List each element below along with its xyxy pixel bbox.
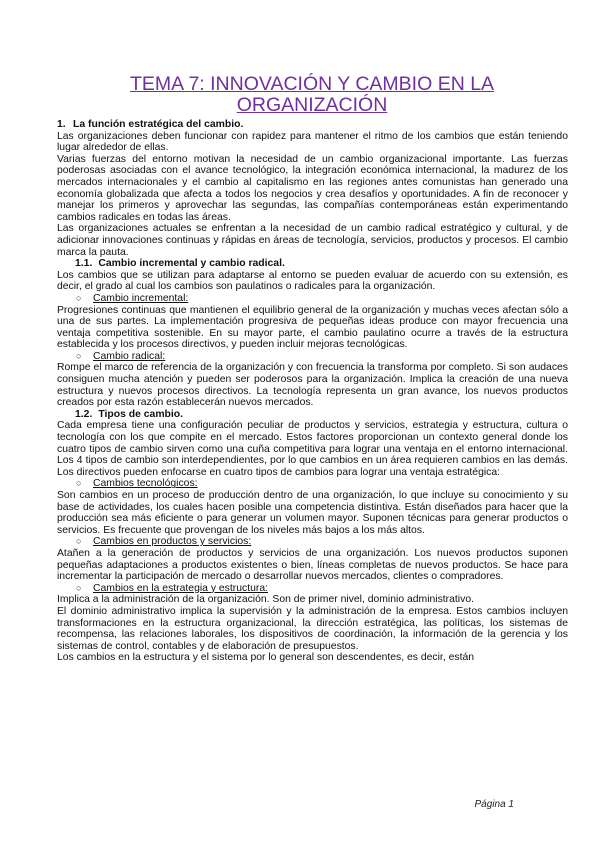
bullet-heading (57, 583, 568, 595)
bullet-heading (57, 536, 568, 548)
bullet-label: Cambios en la estrategia y estructura: (93, 582, 268, 594)
bullet-heading (57, 293, 568, 305)
paragraph: Las organizaciones deben funcionar con rapidez para mantener el ritmo de los cambios que están teniendo lugar alrededor de ellas. (57, 130, 568, 154)
page-number: Página 1 (474, 799, 514, 810)
subsection-heading (57, 258, 568, 270)
bullet-heading (57, 478, 568, 490)
paragraph: El dominio administrativo implica la supervisión y la administración de la empresa. Estos cambios incluyen transformaciones en la estructura organizacional, la dirección estratégica, las políticas, los sistemas de recompensa, las relaciones laborales, los dispositivos de coordinación, la información de la gerencia y los sistemas de control, contables y de elaboración de presupuestos. (57, 605, 568, 652)
bullet-label: Cambio incremental: (93, 292, 189, 304)
paragraph: Rompe el marco de referencia de la organización y con frecuencia la transforma por completo. Si son audaces consiguen mucha atención y pueden ser poderosos para la organización. Implica la creación de una nueva estructura y nuevos procesos directivos. La tecnología representa un gran avance, los nuevos productos creados por esta razón establecerán nuevos mercados. (57, 362, 568, 409)
subsection-title: Cambio incremental y cambio radical. (98, 258, 285, 270)
subsection-number: 1.1. (75, 258, 93, 270)
paragraph: Implica a la administración de la organización. Son de primer nivel, dominio administrativo. (57, 594, 474, 606)
subsection-number: 1.2. (75, 408, 93, 420)
bullet-label: Cambios en productos y servicios: (93, 536, 252, 548)
circle-bullet-icon: ○ (76, 350, 82, 361)
section-heading (57, 119, 568, 131)
section-title: La función estratégica del cambio. (73, 119, 244, 130)
bullet-label: Cambio radical: (93, 350, 166, 362)
paragraph: Varias fuerzas del entorno motivan la necesidad de un cambio organizacional importante. Las fuerzas poderosas asociadas con el avance tecnológico, la integración económica internacional, la madurez de los mercados internacionales y el cambio al capitalismo en las regiones antes comunistas han generado una economía globalizada que afecta a todos los negocios y crea desafíos y oportunidades. A fin de reconocer y manejar los primeros y aprovechar las segundas, las compañías contemporáneas están experimentando cambios radicales en todas las áreas. (57, 153, 568, 223)
circle-bullet-icon: ○ (76, 582, 82, 593)
bullet-heading (57, 351, 568, 363)
paragraph: Cada empresa tiene una configuración peculiar de productos y servicios, estrategia y estructura, cultura o tecnología con los que compite en el mercado. Estos factores proporcionan un contexto general donde los cuatro tipos de cambio sirven como una cuña competitiva para lograr una ventaja en el entorno internacional. Los 4 tipos de cambio son interdependientes, por lo que cambios en un área requieren cambios en las demás. Los directivos pueden enfocarse en cuatro tipos de cambios para lograr una ventaja estratégica: (57, 420, 568, 478)
section-number: 1. (57, 119, 66, 130)
paragraph: Las organizaciones actuales se enfrentan a la necesidad de un cambio radical estratégico y cultural, y de adicionar innovaciones continuas y rápidas en áreas de tecnología, servicios, productos y procesos. El cambio marca la pauta. (57, 223, 568, 258)
circle-bullet-icon: ○ (76, 478, 82, 489)
paragraph: Atañen a la generación de productos y servicios de una organización. Los nuevos productos suponen pequeñas adaptaciones a productos existentes o bien, líneas completas de nuevos productos. Se hace para incrementar la participación de mercado o desarrollar nuevos mercados, clientes o compradores. (57, 547, 568, 583)
paragraph: Progresiones continuas que mantienen el equilibrio general de la organización y muchas veces afectan sólo a una de sus partes. La implementación progresiva de pequeñas ideas produce con mayor frecuencia una ventaja competitiva sostenible. En su mayor parte, el cambio paulatino ocurre a través de la estructura establecida y los procesos directivos, y pueden incluir mejoras tecnológicas. (57, 304, 568, 351)
document-body (57, 119, 568, 664)
circle-bullet-icon: ○ (76, 292, 82, 303)
subsection-heading (57, 409, 568, 421)
paragraph: Son cambios en un proceso de producción dentro de una organización, lo que incluye su conocimiento y su base de actividades, los cuales hacen posible una competencia distintiva. Están diseñados para hacer que la producción sea más eficiente o para generar un volumen mayor. Suponen técnicas para generar productos o servicios. Es frecuente que provengan de los niveles más bajos a los más altos. (57, 490, 568, 536)
circle-bullet-icon: ○ (76, 536, 82, 547)
bullet-label: Cambios tecnológicos: (93, 478, 198, 490)
subsection-title: Tipos de cambio. (98, 408, 184, 420)
page-title: TEMA 7: INNOVACIÓN Y CAMBIO EN LA ORGANIZACIÓN (129, 73, 495, 116)
paragraph: Los cambios que se utilizan para adaptarse al entorno se pueden evaluar de acuerdo con su extensión, es decir, el grado al cual los cambios son paulatinos o radicales para la organización. (57, 269, 568, 293)
paragraph: Los cambios en la estructura y el sistema por lo general son descendentes, es decir, están (57, 652, 475, 664)
